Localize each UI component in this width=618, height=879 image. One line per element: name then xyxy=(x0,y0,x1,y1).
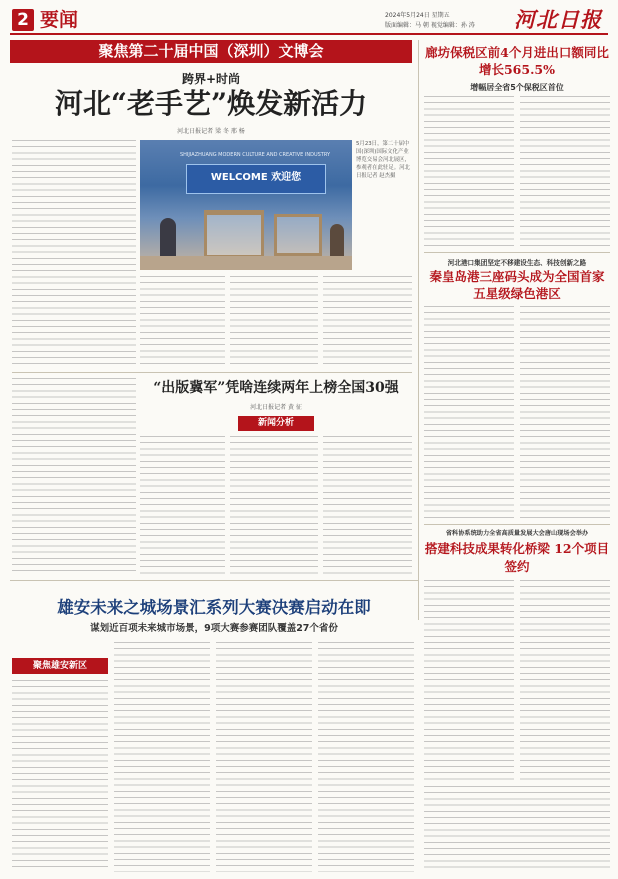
bottom-col-4 xyxy=(318,642,414,872)
right-bottom-headline: 搭建科技成果转化桥梁 12个项目签约 xyxy=(424,541,610,574)
right-bottom-col-3 xyxy=(424,786,610,872)
booth-heading: SHIJIAZHUANG MODERN CULTURE AND CREATIVE INDUSTRY xyxy=(179,152,331,158)
feature-kicker: 跨界+时尚 xyxy=(181,72,241,86)
bottom-col-3 xyxy=(216,642,312,872)
feature-photo xyxy=(140,140,352,270)
bottom-col-1 xyxy=(12,680,108,872)
feature-banner xyxy=(10,40,412,63)
right-top-col-2 xyxy=(520,96,610,248)
feature-headline: 河北“老手艺”焕发新活力 xyxy=(54,87,368,120)
second-article-col-3 xyxy=(230,436,318,574)
bottom-feature-headline: 雄安未来之城场景汇系列大赛决赛启动在即 xyxy=(57,598,371,617)
article-divider xyxy=(12,372,412,373)
right-top-headline: 廊坊保税区前4个月进出口额同比增长565.5% xyxy=(425,45,609,77)
feature-body-col-2 xyxy=(140,276,225,368)
second-article-col-1 xyxy=(12,378,136,574)
right-bottom-col-2 xyxy=(520,580,610,780)
bottom-divider xyxy=(10,580,418,581)
right-bottom-col-1 xyxy=(424,580,514,780)
section-label-text: 聚焦雄安新区 xyxy=(32,661,87,671)
right-mid-headline: 秦皇岛港三座码头成为全国首家五星级绿色港区 xyxy=(429,269,605,301)
feature-body-col-3 xyxy=(230,276,318,368)
loom-frame-2 xyxy=(274,214,322,256)
right-column-rule xyxy=(418,40,419,620)
bottom-feature-subhead: 谋划近百项未来城市场景，9项大赛参赛团队覆盖27个省份 xyxy=(90,623,338,634)
right-bottom-kicker: 省科协系统助力全省高质量发展大会唐山现场会举办 xyxy=(445,530,589,537)
second-article-byline: 河北日报记者 黄 征 xyxy=(250,404,302,411)
loom-frame xyxy=(204,210,264,258)
bottom-col-2 xyxy=(114,642,210,872)
right-divider-1 xyxy=(424,252,610,253)
second-article-col-4 xyxy=(323,436,412,574)
right-mid-col-2 xyxy=(520,306,610,520)
masthead-logo: 河北日报 xyxy=(514,7,602,32)
page-number: 2 xyxy=(17,10,29,30)
feature-byline: 河北日报记者 梁 冬 邢 杨 xyxy=(177,128,245,135)
right-divider-2 xyxy=(424,524,610,525)
right-top-subhead: 增幅居全省5个保税区首位 xyxy=(470,83,564,92)
feature-body-col-1 xyxy=(12,140,136,368)
photo-caption: 5月23日，第二十届中国(深圳)国际文化产业博览交易会河北展区，参观者在此驻足。河北日报记者 赵杰摄 xyxy=(356,141,410,179)
editor-credit: 版面编辑：马 朝 视觉编辑：孙 涛 xyxy=(385,22,475,29)
section-name: 要闻 xyxy=(40,9,79,31)
right-mid-kicker: 河北港口集团坚定不移建设生态、科技创新之路 xyxy=(447,259,587,267)
second-article-headline: “出版冀军”凭啥连续两年上榜全国30强 xyxy=(153,380,399,396)
second-article-col-2 xyxy=(140,436,225,574)
analysis-badge-text: 新闻分析 xyxy=(257,418,294,428)
header-rule xyxy=(10,33,608,35)
right-top-col-1 xyxy=(424,96,514,248)
booth-sign-text: WELCOME 欢迎您 xyxy=(210,172,302,183)
feature-body-col-4 xyxy=(323,276,412,368)
display-table xyxy=(140,256,352,270)
issue-date: 2024年5月24日 星期五 xyxy=(385,12,450,19)
feature-banner-text: 聚焦第二十届中国（深圳）文博会 xyxy=(98,42,324,60)
right-mid-col-1 xyxy=(424,306,514,520)
page-header xyxy=(0,0,618,36)
